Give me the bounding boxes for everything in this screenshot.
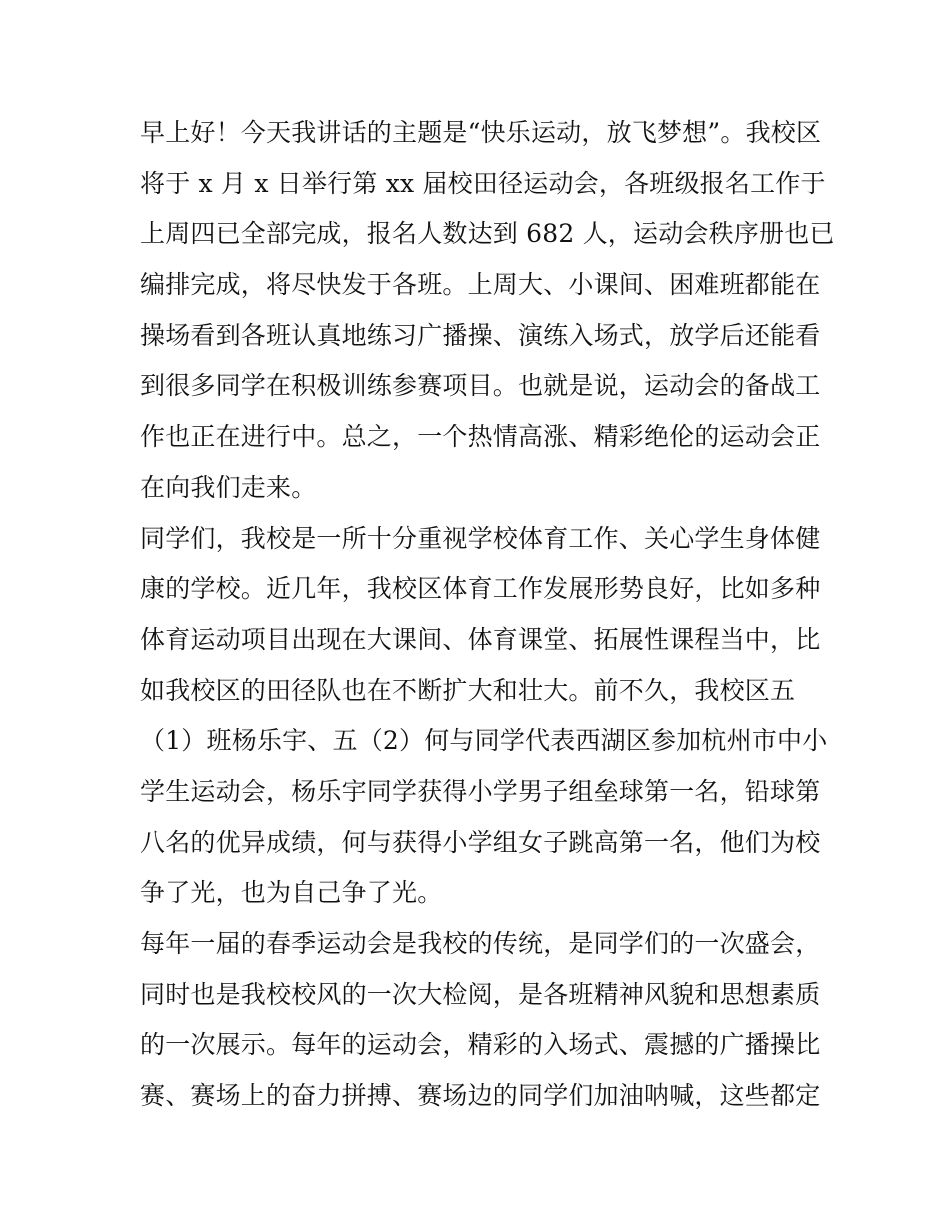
text-line-7: 作也正在进行中。总之，一个热情高涨、精彩绝伦的运动会正	[140, 422, 821, 452]
text-line-18: 同时也是我校校风的一次大检阅，是各班精神风貌和思想素质	[140, 979, 821, 1009]
text-line-8: 在向我们走来。	[140, 472, 317, 502]
text-line-1: 早上好！今天我讲话的主题是“快乐运动，放飞梦想”。我校区	[140, 118, 822, 147]
text-line-15: 八名的优异成绩，何与获得小学组女子跳高第一名，他们为校	[140, 827, 821, 857]
text-line-5: 操场看到各班认真地练习广播操、演练入场式，放学后还能看	[140, 320, 821, 350]
text-line-13: （1）班杨乐宇、五（2）何与同学代表西湖区参加杭州市中小	[140, 726, 828, 756]
text-line-9: 同学们，我校是一所十分重视学校体育工作、关心学生身体健	[140, 523, 821, 553]
text-line-4: 编排完成，将尽快发于各班。上周大、小课间、困难班都能在	[140, 270, 821, 300]
text-line-2: 将于 x 月 x 日举行第 xx 届校田径运动会，各班级报名工作于	[140, 168, 826, 198]
text-line-14: 学生运动会，杨乐宇同学获得小学男子组垒球第一名，铅球第	[140, 776, 821, 806]
text-line-19: 的一次展示。每年的运动会，精彩的入场式、震撼的广播操比	[140, 1030, 821, 1060]
speech-text	[140, 108, 835, 1122]
text-line-12: 如我校区的田径队也在不断扩大和壮大。前不久，我校区五	[140, 675, 796, 705]
text-line-6: 到很多同学在积极训练参赛项目。也就是说，运动会的备战工	[140, 371, 821, 401]
text-line-17: 每年一届的春季运动会是我校的传统，是同学们的一次盛会，	[140, 929, 821, 958]
text-line-20: 赛、赛场上的奋力拼搏、赛场边的同学们加油呐喊，这些都定	[140, 1081, 821, 1111]
text-line-16: 争了光，也为自己争了光。	[140, 878, 443, 908]
text-line-10: 康的学校。近几年，我校区体育工作发展形势良好，比如多种	[140, 574, 821, 604]
text-line-3: 上周四已全部完成，报名人数达到 682 人，运动会秩序册也已	[140, 219, 835, 249]
text-line-11: 体育运动项目出现在大课间、体育课堂、拓展性课程当中，比	[140, 624, 821, 654]
